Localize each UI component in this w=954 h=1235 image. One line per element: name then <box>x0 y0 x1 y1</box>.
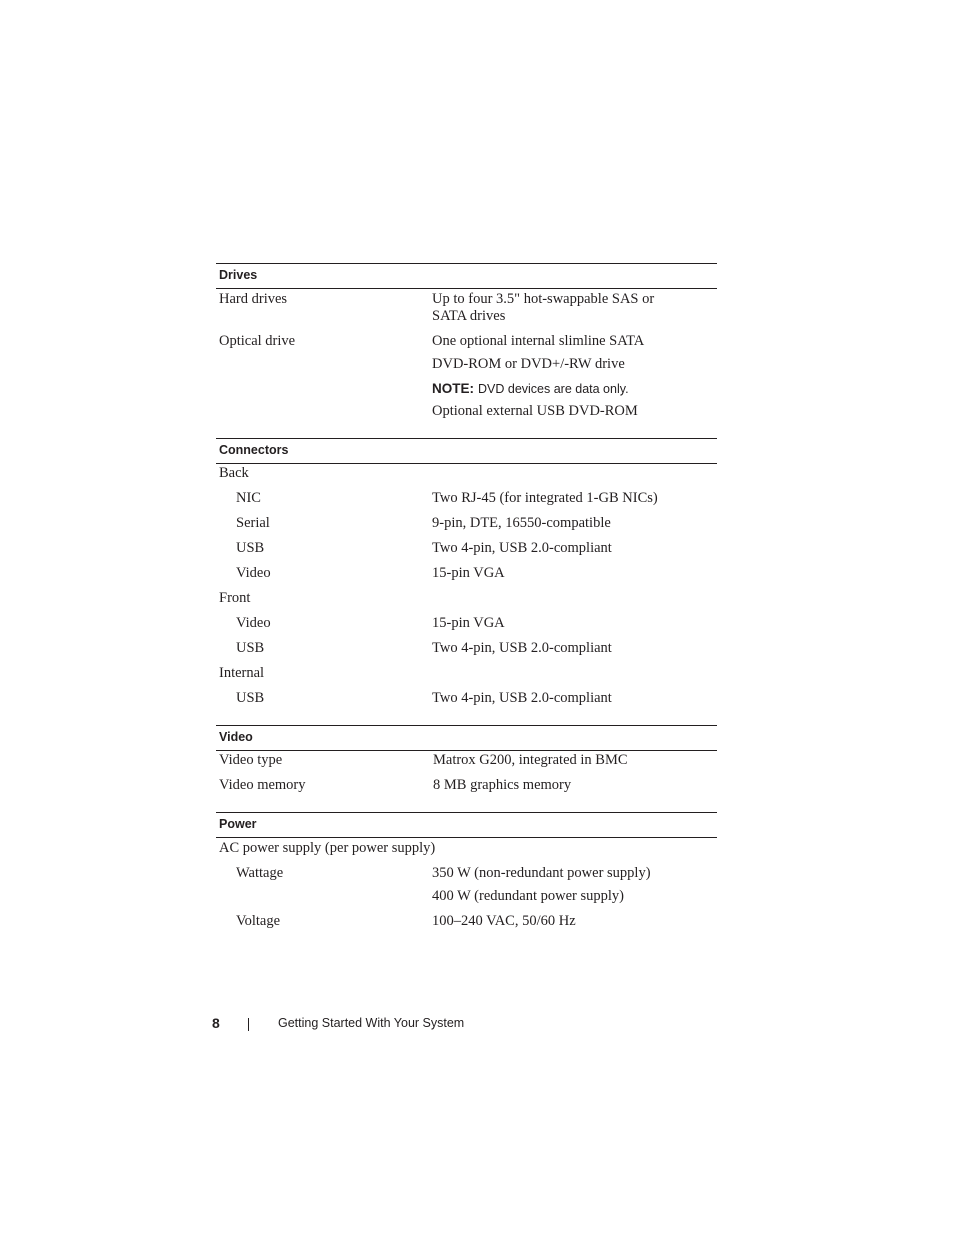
spec-value-video-memory: 8 MB graphics memory <box>433 777 572 793</box>
spec-value-back-nic: Two RJ-45 (for integrated 1-GB NICs) <box>432 490 658 506</box>
spec-value-optical-drive-line2: DVD-ROM or DVD+/-RW drive <box>432 356 625 372</box>
group-label-front: Front <box>219 590 251 606</box>
section-title: Video <box>219 730 253 744</box>
section-header-video <box>216 725 717 751</box>
spec-value-front-video: 15-pin VGA <box>432 615 505 631</box>
spec-value-wattage-line2: 400 W (redundant power supply) <box>432 888 624 904</box>
group-label-back: Back <box>219 465 249 481</box>
spec-value-back-video: 15-pin VGA <box>432 565 505 581</box>
section-header-connectors <box>216 438 717 464</box>
spec-label-front-usb: USB <box>236 640 265 656</box>
spec-label-internal-usb: USB <box>236 690 265 706</box>
spec-value-optical-drive-line3: Optional external USB DVD-ROM <box>432 403 638 419</box>
spec-value-front-usb: Two 4-pin, USB 2.0-compliant <box>432 640 612 656</box>
spec-value-optical-drive-line1: One optional internal slimline SATA <box>432 333 645 349</box>
spec-value-hard-drives-line2: SATA drives <box>432 308 506 324</box>
spec-value-internal-usb: Two 4-pin, USB 2.0-compliant <box>432 690 612 706</box>
section-header-drives <box>216 263 717 289</box>
spec-label-front-video: Video <box>236 615 271 631</box>
spec-value-back-usb: Two 4-pin, USB 2.0-compliant <box>432 540 612 556</box>
spec-label-back-usb: USB <box>236 540 265 556</box>
spec-value-hard-drives-line1: Up to four 3.5" hot-swappable SAS or <box>432 291 655 307</box>
spec-label-voltage: Voltage <box>236 913 281 929</box>
spec-label-video-memory: Video memory <box>219 777 306 793</box>
section-header-power <box>216 812 717 838</box>
footer-divider <box>248 1018 249 1031</box>
page-number: 8 <box>212 1015 220 1031</box>
section-title: Connectors <box>219 443 289 457</box>
section-title: Power <box>219 817 257 831</box>
spec-label-hard-drives: Hard drives <box>219 291 288 307</box>
spec-label-wattage: Wattage <box>236 865 284 881</box>
group-label-ac-power-supply: AC power supply (per power supply) <box>219 840 436 856</box>
spec-value-voltage: 100–240 VAC, 50/60 Hz <box>432 913 576 929</box>
spec-value-back-serial: 9-pin, DTE, 16550-compatible <box>432 515 611 531</box>
spec-value-wattage-line1: 350 W (non-redundant power supply) <box>432 865 651 881</box>
note <box>432 380 629 398</box>
section-title: Drives <box>219 268 258 282</box>
note-text: DVD devices are data only. <box>478 382 629 396</box>
spec-value-video-type: Matrox G200, integrated in BMC <box>433 752 628 768</box>
spec-label-back-serial: Serial <box>236 515 270 531</box>
spec-label-video-type: Video type <box>219 752 283 768</box>
spec-label-back-video: Video <box>236 565 271 581</box>
group-label-internal: Internal <box>219 665 265 681</box>
note-label: NOTE: <box>432 381 474 396</box>
footer-title: Getting Started With Your System <box>278 1016 465 1030</box>
spec-label-back-nic: NIC <box>236 490 261 506</box>
spec-label-optical-drive: Optical drive <box>219 333 296 349</box>
